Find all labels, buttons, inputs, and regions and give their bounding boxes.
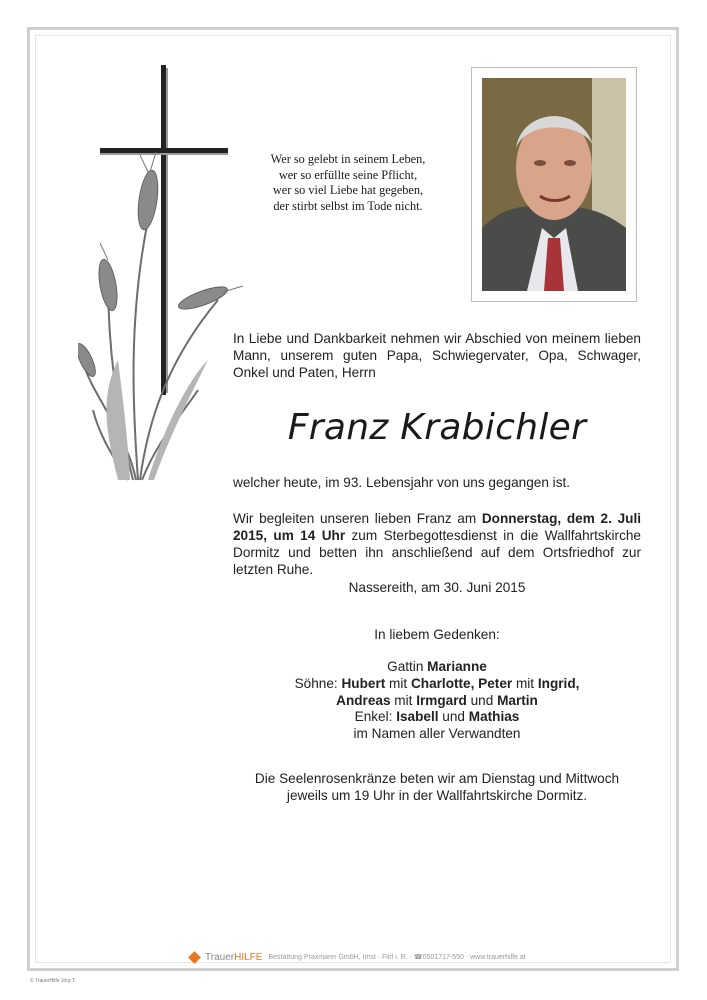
cross-wheat-decoration <box>78 60 248 490</box>
gedenken-heading: In liebem Gedenken: <box>374 627 500 642</box>
copyright: © TrauerHilfe Jörg T. <box>30 978 76 984</box>
portrait-frame <box>471 67 637 302</box>
funeral-date: Donnerstag, dem 2. Juli 2015, um 14 Uhr <box>233 511 641 543</box>
quote-line: Wer so gelebt in seinem Leben, <box>270 152 426 166</box>
quote-line: wer so erfüllte seine Pflicht, <box>278 167 418 182</box>
quote-line: wer so viel Liebe hat gegeben, <box>272 183 424 197</box>
funeral-text-a: Wir begleiten unseren lieben Franz am <box>233 511 482 526</box>
funeral-text-b: zum Sterbegottesdienst in die Wallfahrtskirche Dormitz und betten ihn anschließend auf dem Ortsfriedhof zur letzten Ruhe. <box>233 528 641 577</box>
place-date: Nassereith, am 30. Juni 2015 <box>348 580 526 595</box>
family-line-relatives: im Namen aller Verwandten <box>353 726 521 742</box>
footer <box>190 950 530 964</box>
family-line-sons-2: Andreas mit Irmgard und Martin <box>336 692 538 708</box>
age-line: welcher heute, im 93. Lebensjahr von uns gegangen ist. <box>233 475 571 490</box>
quote-line: der stirbt selbst im Tode nicht. <box>273 198 423 213</box>
family-line-sons: Söhne: Hubert mit Charlotte, Peter mit Ingrid, <box>294 675 580 691</box>
trauerhilfe-logo: TrauerHILFE <box>205 951 263 963</box>
wheat-icon <box>83 220 218 480</box>
trauerhilfe-logo-icon <box>188 951 201 964</box>
rosary-text: Die Seelenrosenkränze beten wir am Dienstag und Mittwoch jeweils um 19 Uhr in der Wallfahrtskirche Dormitz. <box>254 771 620 803</box>
portrait-photo <box>482 78 626 291</box>
footer-info: Bestattung Praxmarer GmbH, Imst · Flirl i. R. · ☎0501717-550 · www.trauerhilfe.at <box>268 954 526 961</box>
cross-icon <box>100 65 228 395</box>
deceased-name: Franz Krabichler <box>287 407 587 448</box>
family-list <box>233 659 641 743</box>
family-line-grandchildren: Enkel: Isabell und Mathias <box>354 709 520 725</box>
quote <box>238 152 458 214</box>
funeral-text <box>233 510 641 578</box>
intro-text: In Liebe und Dankbarkeit nehmen wir Abschied von meinem lieben Mann, unserem guten Papa, Schwiegervater, Opa, Schwager, Onkel und Paten, Herrn <box>233 331 641 380</box>
family-line-spouse: Gattin Marianne <box>387 659 487 674</box>
